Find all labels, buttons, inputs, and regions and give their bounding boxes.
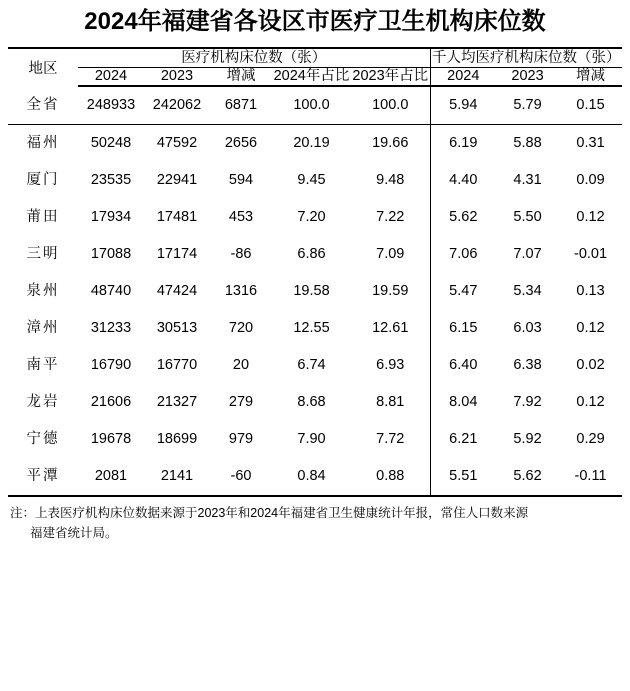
cell-per-2023: 5.62 [496, 458, 559, 496]
subheader-share-2024: 2024年占比 [272, 67, 351, 86]
cell-share-2024: 6.86 [297, 246, 326, 263]
cell-per-change: 0.12 [576, 394, 605, 411]
cell-share-2024: 0.84 [272, 458, 351, 496]
cell-per-2023: 7.07 [513, 246, 542, 263]
cell-per-change: 0.09 [576, 172, 605, 189]
cell-per-2024: 6.40 [430, 347, 496, 384]
row-region: 漳州 [26, 320, 60, 337]
cell-per-2023: 5.92 [513, 431, 542, 448]
cell-per-2023: 5.88 [513, 135, 542, 152]
cell-beds-2023: 30513 [156, 320, 198, 337]
cell-beds-change: 6871 [210, 86, 272, 125]
row-region: 宁德 [26, 431, 60, 448]
cell-beds-2023: 21327 [156, 394, 198, 411]
cell-beds-2023: 2141 [144, 458, 210, 496]
cell-beds-2024: 48740 [90, 283, 132, 300]
cell-beds-2023: 18699 [156, 431, 198, 448]
subheader-beds-2024: 2024 [78, 67, 144, 86]
cell-per-2024: 5.62 [430, 199, 496, 236]
cell-per-2023: 5.50 [513, 209, 542, 226]
cell-beds-change: 2656 [224, 135, 258, 152]
cell-beds-2023: 242062 [144, 86, 210, 125]
cell-share-2024: 7.90 [297, 431, 326, 448]
row-region: 南平 [26, 357, 60, 374]
cell-beds-change: -60 [210, 458, 272, 496]
row-region: 三明 [26, 246, 60, 263]
cell-beds-2024: 17088 [90, 246, 132, 263]
row-region: 厦门 [26, 172, 60, 189]
cell-share-2023: 0.88 [351, 458, 430, 496]
subheader-per-2023: 2023 [496, 67, 559, 86]
cell-beds-change: 979 [228, 431, 254, 448]
table-row [8, 310, 622, 347]
header-group-beds-per-thousand: 千人均医疗机构床位数（张） [432, 49, 621, 66]
cell-share-2023: 7.72 [376, 431, 405, 448]
header-region: 地区 [8, 48, 78, 87]
subheader-share-2023: 2023年占比 [351, 67, 430, 86]
subheader-beds-change: 增减 [210, 67, 272, 86]
cell-per-2024: 5.94 [430, 86, 496, 125]
cell-share-2024: 8.68 [297, 394, 326, 411]
cell-share-2024: 6.74 [297, 357, 326, 374]
cell-per-change: 0.12 [576, 320, 605, 337]
cell-beds-2024: 16790 [90, 357, 132, 374]
cell-per-change: 0.02 [576, 357, 605, 374]
header-group-total-beds: 医疗机构床位数（张） [78, 48, 430, 68]
cell-beds-2024: 19678 [90, 431, 132, 448]
cell-per-change: 0.29 [576, 431, 605, 448]
cell-per-2024: 6.15 [430, 310, 496, 347]
cell-share-2024: 100.0 [272, 86, 351, 125]
table-row [8, 199, 622, 236]
cell-share-2024: 12.55 [293, 320, 330, 337]
cell-beds-change: 720 [228, 320, 254, 337]
cell-beds-2023: 22941 [156, 172, 198, 189]
cell-per-2023: 4.31 [513, 172, 542, 189]
cell-per-2023: 6.38 [513, 357, 542, 374]
table-row [8, 273, 622, 310]
cell-beds-change: -86 [230, 246, 252, 263]
cell-beds-2024: 17934 [90, 209, 132, 226]
cell-beds-change: 20 [232, 357, 250, 374]
cell-per-2023: 6.03 [513, 320, 542, 337]
beds-statistics-table [8, 47, 622, 498]
cell-beds-2023: 16770 [156, 357, 198, 374]
cell-share-2024: 20.19 [293, 135, 330, 152]
subheader-per-change: 增减 [559, 67, 622, 86]
footnote-line-1: 注：上表医疗机构床位数据来源于2023年和2024年福建省卫生健康统计年报，常住人口数来源 [10, 506, 529, 521]
table-row [8, 384, 622, 421]
cell-beds-2024: 248933 [78, 86, 144, 125]
cell-per-2024: 6.19 [430, 125, 496, 163]
cell-share-2023: 7.22 [376, 209, 405, 226]
row-region: 全省 [8, 86, 78, 125]
table-row [8, 347, 622, 384]
cell-per-2023: 5.34 [513, 283, 542, 300]
subheader-per-2024: 2024 [430, 67, 496, 86]
cell-per-2024: 6.21 [430, 421, 496, 458]
cell-share-2023: 6.93 [376, 357, 405, 374]
cell-per-2024: 5.51 [430, 458, 496, 496]
cell-beds-change: 594 [228, 172, 254, 189]
row-region: 泉州 [26, 283, 60, 300]
cell-beds-2024: 2081 [78, 458, 144, 496]
cell-share-2023: 19.66 [372, 135, 409, 152]
cell-per-change: 0.12 [576, 209, 605, 226]
table-row [8, 458, 622, 496]
cell-beds-2024: 31233 [90, 320, 132, 337]
cell-per-2024: 5.47 [430, 273, 496, 310]
cell-beds-change: 279 [228, 394, 254, 411]
footnote-line-2: 福建省统计局。 [30, 525, 118, 540]
page-title: 2024年福建省各设区市医疗卫生机构床位数 [84, 8, 546, 35]
cell-per-2023: 7.92 [513, 394, 542, 411]
row-region: 福州 [26, 135, 60, 152]
cell-beds-2024: 50248 [90, 135, 132, 152]
cell-per-change: -0.01 [574, 246, 608, 263]
cell-per-2023: 5.79 [496, 86, 559, 125]
row-region: 龙岩 [26, 394, 60, 411]
cell-share-2023: 9.48 [376, 172, 405, 189]
table-row [8, 125, 622, 163]
cell-beds-2023: 47592 [156, 135, 198, 152]
table-header-group-row [8, 48, 622, 68]
table-row [8, 421, 622, 458]
cell-beds-2023: 47424 [156, 283, 198, 300]
cell-share-2023: 100.0 [351, 86, 430, 125]
cell-share-2024: 7.20 [297, 209, 326, 226]
cell-per-change: 0.15 [559, 86, 622, 125]
table-row [8, 162, 622, 199]
cell-beds-change: 453 [228, 209, 254, 226]
cell-beds-change: 1316 [224, 283, 258, 300]
cell-beds-2024: 21606 [90, 394, 132, 411]
cell-share-2023: 8.81 [376, 394, 405, 411]
table-subheader-row [8, 67, 622, 86]
cell-beds-2024: 23535 [90, 172, 132, 189]
cell-per-change: 0.31 [576, 135, 605, 152]
table-footnote [10, 504, 620, 543]
cell-per-change: -0.11 [559, 458, 622, 496]
cell-share-2023: 12.61 [372, 320, 409, 337]
table-row [8, 86, 622, 125]
cell-beds-2023: 17481 [156, 209, 198, 226]
cell-share-2024: 19.58 [293, 283, 330, 300]
cell-per-2024: 8.04 [430, 384, 496, 421]
cell-beds-2023: 17174 [156, 246, 198, 263]
cell-share-2023: 7.09 [376, 246, 405, 263]
cell-per-2024: 4.40 [430, 162, 496, 199]
cell-share-2023: 19.59 [372, 283, 409, 300]
row-region: 平潭 [8, 458, 78, 496]
cell-share-2024: 9.45 [297, 172, 326, 189]
cell-per-2024: 7.06 [430, 236, 496, 273]
row-region: 莆田 [26, 209, 60, 226]
subheader-beds-2023: 2023 [144, 67, 210, 86]
cell-per-change: 0.13 [576, 283, 605, 300]
table-row [8, 236, 622, 273]
